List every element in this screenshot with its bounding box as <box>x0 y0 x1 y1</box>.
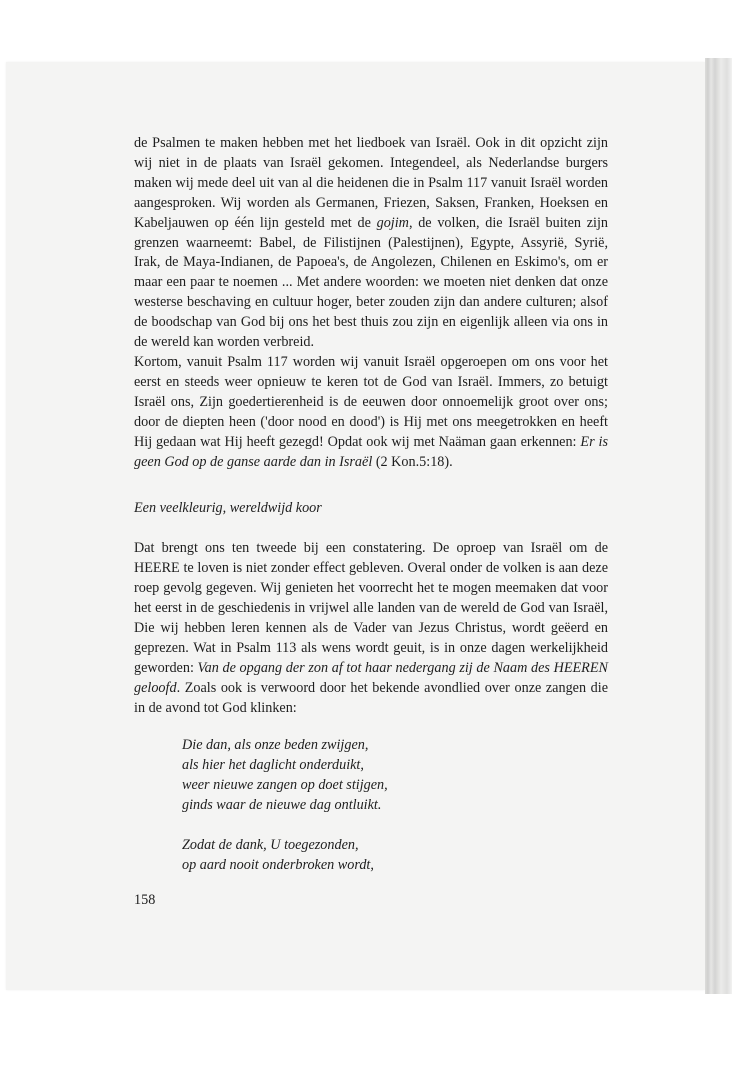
page-number: 158 <box>134 892 156 908</box>
poem-line: als hier het daglicht onderduikt, <box>182 757 364 774</box>
italic-quote: Er is geen God op de ganse aarde dan in Israël <box>134 433 608 470</box>
page-stack-edge <box>705 58 732 994</box>
poem-stanza-2 <box>182 836 608 876</box>
poem-line: Die dan, als onze beden zwijgen, <box>182 737 369 754</box>
paragraph-1: de Psalmen te maken hebben met het liedboek van Israël. Ook in dit opzicht zijn wij niet in de plaats van Israël gekomen. Integendeel, als Nederlandse burgers maken wij mede deel uit van al die heidenen die in Psalm 117 vanuit Israël worden aangesproken. Wij worden als Germanen, Friezen, Saksen, Franken, Hoeksen en Kabeljauwen op één lijn gesteld met de gojim, de volken, die Israël buiten zijn grenzen waarneemt: Babel, de Filistijnen (Palestijnen), Egypte, Assyrië, Syrië, Irak, de Maya-Indianen, de Papoea's, de Angolezen, Chilenen en Eskimo's, om er maar een paar te noemen ... Met andere woorden: we moeten niet denken dat onze westerse beschaving en cultuur hoger, beter zouden zijn dan andere culturen; alsof de boodschap van God bij ons het best thuis zou zijn en eigenlijk alleen via ons in de wereld kan worden verbreid. <box>134 135 608 351</box>
poem-line: Zodat de dank, U toegezonden, <box>182 837 359 854</box>
section-heading: Een veelkleurig, wereldwijd koor <box>134 500 322 517</box>
paragraph-2: Kortom, vanuit Psalm 117 worden wij vanuit Israël opgeroepen om ons voor het eerst en steeds weer opnieuw te keren tot de God van Israël. Immers, zo betuigt Israël ons, Zijn goedertierenheid is de eeuwen door onnoemelijk groot over ons; door de diepten heen ('door nood en dood') is Hij met ons meegetrokken en heeft Hij gedaan wat Hij heeft gezegd! Opdat ook wij met Naäman gaan erkennen: Er is geen God op de ganse aarde dan in Israël (2 Kon.5:18). <box>134 353 608 470</box>
italic-term: gojim <box>376 214 409 231</box>
poem-line: weer nieuwe zangen op doet stijgen, <box>182 777 388 794</box>
page-body <box>134 134 608 896</box>
poem-quote <box>182 736 608 875</box>
poem-stanza-1 <box>182 736 608 816</box>
poem-line: ginds waar de nieuwe dag ontluikt. <box>182 797 382 814</box>
paragraph-3: Dat brengt ons ten tweede bij een constatering. De oproep van Israël om de HEERE te loven is niet zonder effect gebleven. Overal onder de volken is aan deze roep gevolg gegeven. Wij genieten het voorrecht het te mogen meemaken dat voor het eerst in de geschiedenis in vrijwel alle landen van de wereld de God van Israël, Die wij hebben leren kennen als de Vader van Jezus Christus, wordt geëerd en geprezen. Wat in Psalm 113 als wens wordt geuit, is in onze dagen werkelijkheid geworden: Van de opgang der zon af tot haar nedergang zij de Naam des HEEREN geloofd. Zoals ook is verwoord door het bekende avondlied over onze zangen die in de avond tot God klinken: <box>134 540 608 716</box>
poem-line: op aard nooit onderbroken wordt, <box>182 857 374 873</box>
italic-quote: Van de opgang der zon af tot haar nedergang zij de Naam des HEEREN geloofd <box>134 659 608 696</box>
